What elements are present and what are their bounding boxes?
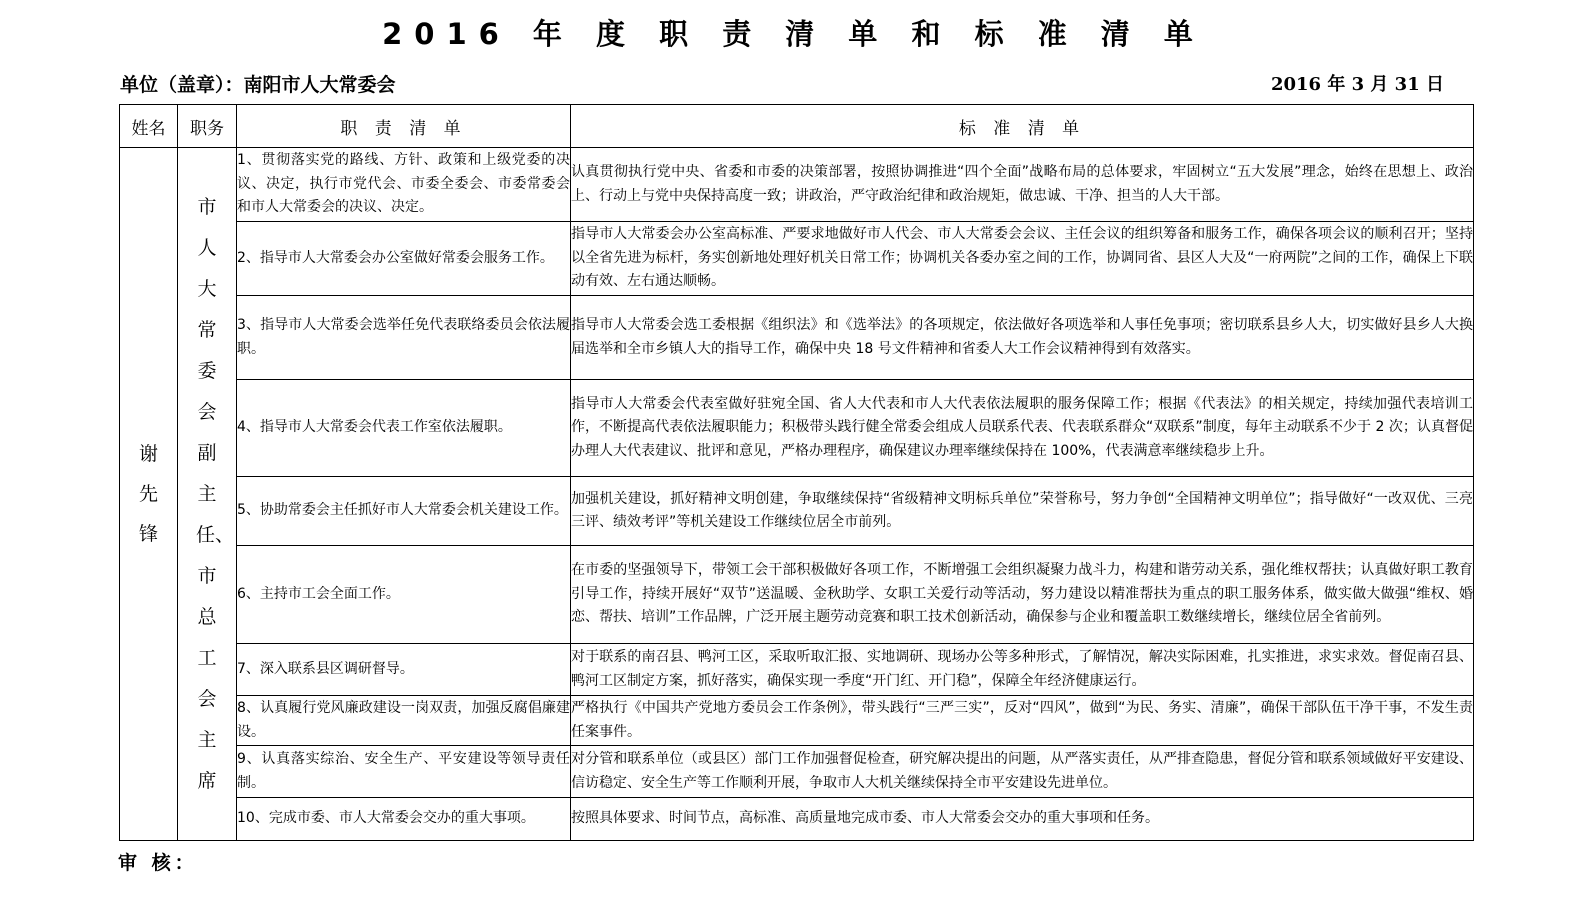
table-header-row [120, 105, 1474, 148]
standard-cell: 指导市人大常委会代表室做好驻宛全国、省人大代表和市人大代表依法履职的服务保障工作；根据《代表法》的相关规定，持续加强代表培训工作，不断提高代表依法履职能力；积极带头践行健全常委会组成人员联系代表、代表联系群众“双联系”制度，每年主动联系不少于 2 次；认真督促办理人大代表建议、批评和意见，严格办理程序，确保建议办理率继续保持在 100%，代表满意率继续稳步上升。 [571, 380, 1474, 477]
standard-cell: 认真贯彻执行党中央、省委和市委的决策部署，按照协调推进“四个全面”战略布局的总体要求，牢固树立“五大发展”理念，始终在思想上、政治上、行动上与党中央保持高度一致；讲政治，严守政治纪律和政治规矩，做忠诚、干净、担当的人大干部。 [571, 148, 1474, 222]
table-row [120, 148, 1474, 222]
header-duties: 职 责 清 单 [237, 105, 571, 148]
table-row [120, 746, 1474, 798]
standard-cell: 加强机关建设，抓好精神文明创建，争取继续保持“省级精神文明标兵单位”荣誉称号，努力争创“全国精神文明单位”；指导做好“一改双优、三亮三评、绩效考评”等机关建设工作继续位居全市前列。 [571, 477, 1474, 546]
standard-cell: 对分管和联系单位（或县区）部门工作加强督促检查，研究解决提出的问题，从严落实责任，从严排查隐患，督促分管和联系领域做好平安建设、信访稳定、安全生产等工作顺利开展，争取市人大机关继续保持全市平安建设先进单位。 [571, 746, 1474, 798]
duty-cell: 5、协助常委会主任抓好市人大常委会机关建设工作。 [237, 477, 571, 546]
table-row [120, 696, 1474, 746]
standard-cell: 严格执行《中国共产党地方委员会工作条例》，带头践行“三严三实”，反对“四风”，做到“为民、务实、清廉”，确保干部队伍干净干事，不发生责任案事件。 [571, 696, 1474, 746]
unit-line: 单位（盖章）：南阳市人大常委会 [120, 74, 396, 96]
duty-cell: 2、指导市人大常委会办公室做好常委会服务工作。 [237, 222, 571, 296]
person-name: 谢先锋 [138, 443, 158, 545]
table-row [120, 644, 1474, 696]
person-role-cell [178, 148, 237, 841]
standard-cell: 按照具体要求、时间节点，高标准、高质量地完成市委、市人大常委会交办的重大事项和任务。 [571, 798, 1474, 841]
duty-cell: 8、认真履行党风廉政建设一岗双责，加强反腐倡廉建设。 [237, 696, 571, 746]
duty-cell: 3、指导市人大常委会选举任免代表联络委员会依法履职。 [237, 296, 571, 380]
standard-cell: 在市委的坚强领导下，带领工会干部积极做好各项工作，不断增强工会组织凝聚力战斗力，构建和谐劳动关系，强化维权帮扶；认真做好职工教育引导工作，持续开展好“双节”送温暖、金秋助学、女职工关爱行动等活动，努力建设以精准帮扶为重点的职工服务体系，做实做大做强“维权、婚恋、帮扶、培训”工作品牌，广泛开展主题劳动竞赛和职工技术创新活动，确保参与企业和覆盖职工数继续增长，继续位居全省前列。 [571, 546, 1474, 644]
header-name: 姓名 [120, 105, 178, 148]
table-row [120, 380, 1474, 477]
duty-standard-table [119, 104, 1474, 841]
table-row [120, 222, 1474, 296]
header-standards: 标 准 清 单 [571, 105, 1474, 148]
page-title: 2016 年 度 职 责 清 单 和 标 准 清 单 [382, 17, 1205, 51]
table-row [120, 296, 1474, 380]
document-date: 2016 年 3 月 31 日 [1270, 74, 1444, 95]
standard-cell: 对于联系的南召县、鸭河工区，采取听取汇报、实地调研、现场办公等多种形式，了解情况，解决实际困难，扎实推进，求实求效。督促南召县、鸭河工区制定方案，抓好落实，确保实现一季度“开门红、开门稳”，保障全年经济健康运行。 [571, 644, 1474, 696]
table-row [120, 798, 1474, 841]
standard-cell: 指导市人大常委会选工委根据《组织法》和《选举法》的各项规定，依法做好各项选举和人事任免事项；密切联系县乡人大，切实做好县乡人大换届选举和全市乡镇人大的指导工作，确保中央 18 号文件精神和省委人大工作会议精神得到有效落实。 [571, 296, 1474, 380]
duty-cell: 10、完成市委、市人大常委会交办的重大事项。 [237, 798, 571, 841]
review-label: 审 核： [118, 852, 198, 874]
duty-cell: 1、贯彻落实党的路线、方针、政策和上级党委的决议、决定，执行市党代会、市委全委会、市委常委会和市人大常委会的决议、决定。 [237, 148, 571, 222]
person-name-cell [120, 148, 178, 841]
header-role: 职务 [178, 105, 237, 148]
duty-cell: 6、主持市工会全面工作。 [237, 546, 571, 644]
standard-cell: 指导市人大常委会办公室高标准、严要求地做好市人代会、市人大常委会会议、主任会议的组织筹备和服务工作，确保各项会议的顺利召开；坚持以全省先进为标杆，务实创新地处理好机关日常工作；协调机关各委办室之间的工作，协调同省、县区人大及“一府两院”之间的工作，确保上下联动有效、左右通达顺畅。 [571, 222, 1474, 296]
table-row [120, 546, 1474, 644]
duty-cell: 9、认真落实综治、安全生产、平安建设等领导责任制。 [237, 746, 571, 798]
duty-cell: 7、深入联系县区调研督导。 [237, 644, 571, 696]
duty-cell: 4、指导市人大常委会代表工作室依法履职。 [237, 380, 571, 477]
person-role: 市人大常委会副主任、市总工会主席 [196, 195, 235, 792]
table-row [120, 477, 1474, 546]
